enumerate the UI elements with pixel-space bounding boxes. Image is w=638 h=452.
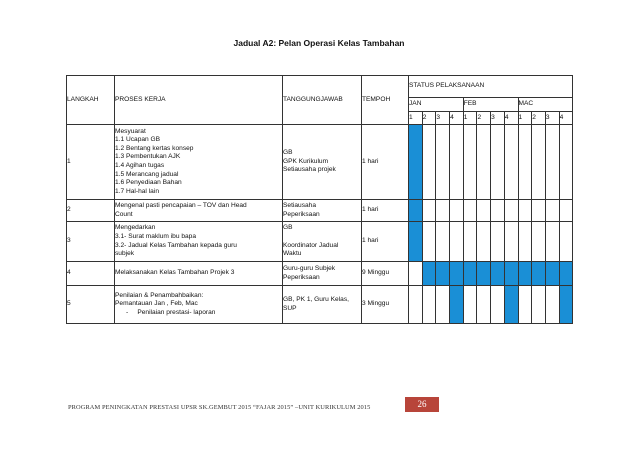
- week-cell: [450, 125, 464, 200]
- tanggungjawab-line: [283, 233, 361, 242]
- week-cell: [532, 222, 546, 262]
- week-cell: [463, 222, 477, 262]
- langkah-cell: 2: [67, 200, 115, 222]
- week-cell: [545, 125, 559, 200]
- week-cell: [504, 222, 518, 262]
- proses-line: Mengedarkan: [115, 224, 156, 232]
- tanggungjawab-line: Waktu: [283, 250, 302, 258]
- week-header-cell: 4: [450, 112, 464, 125]
- week-cell: [545, 222, 559, 262]
- week-cell: [559, 200, 573, 222]
- week-cell-active: [409, 125, 423, 200]
- proses-line: 1.4 Agihan tugas: [115, 162, 165, 169]
- week-cell-active: [504, 286, 518, 324]
- week-cell: [422, 125, 436, 200]
- tanggungjawab-line: Setiausaha projek: [283, 166, 336, 174]
- week-cell-active: [409, 222, 423, 262]
- tanggungjawab-line: Koordinator Jadual: [283, 241, 339, 249]
- table-row: [67, 200, 573, 222]
- week-cell: [477, 286, 491, 324]
- week-header-cell: 4: [559, 112, 573, 125]
- tanggungjawab-line: Guru-guru Subjek: [283, 264, 336, 272]
- table-title: Jadual A2: Pelan Operasi Kelas Tambahan: [233, 38, 405, 48]
- week-header-cell: 2: [422, 112, 436, 125]
- week-cell: [545, 200, 559, 222]
- tanggungjawab-line: GPK Kurikulum: [283, 157, 329, 165]
- week-cell: [409, 286, 423, 324]
- week-header-cell: 3: [436, 112, 450, 125]
- tanggungjawab-cell: [283, 125, 362, 200]
- week-cell: [463, 200, 477, 222]
- tanggungjawab-cell: [283, 262, 362, 286]
- week-cell-active: [504, 262, 518, 286]
- week-cell: [504, 125, 518, 200]
- week-cell: [491, 286, 505, 324]
- week-cell-active: [409, 200, 423, 222]
- month-feb: FEB: [463, 98, 518, 112]
- week-cell: [491, 222, 505, 262]
- proses-line: Mengenal pasti pencapaian – TOV dan Head: [115, 201, 247, 209]
- week-cell-active: [463, 262, 477, 286]
- proses-kerja-cell: [115, 125, 283, 200]
- proses-line: 1.5 Merancang jadual: [115, 170, 179, 178]
- week-header-cell: 1: [518, 112, 532, 125]
- week-header-cell: 4: [504, 112, 518, 125]
- footer-text: PROGRAM PENINGKATAN PRESTASI UPSR SK.GEMBUT 2015 “FAJAR 2015” –UNIT KURIKULUM 2015: [68, 404, 371, 411]
- proses-line: Mesyuarat: [115, 127, 146, 135]
- week-cell-active: [436, 262, 450, 286]
- operation-plan-table: [66, 75, 573, 324]
- tanggungjawab-line: Setiausaha: [283, 201, 316, 209]
- week-cell: [436, 125, 450, 200]
- proses-line: 3.1- Surat maklum ibu bapa: [115, 232, 196, 240]
- week-cell: [422, 200, 436, 222]
- header-status-pelaksanaan: STATUS PELAKSANAAN: [409, 76, 573, 98]
- week-header-cell: 3: [491, 112, 505, 125]
- week-header-cell: 2: [477, 112, 491, 125]
- tanggungjawab-cell: [283, 222, 362, 262]
- week-cell: [518, 222, 532, 262]
- proses-line: 1.2 Bentang kertas konsep: [115, 144, 194, 152]
- week-cell-active: [477, 262, 491, 286]
- proses-line: Count: [115, 210, 133, 218]
- tempoh-cell: 1 hari: [362, 125, 409, 200]
- header-proses-kerja: PROSES KERJA: [115, 76, 283, 125]
- week-header-cell: 1: [409, 112, 423, 125]
- header-tanggungjawab: TANGGUNGJAWAB: [283, 76, 362, 125]
- tanggungjawab-line: Peperiksaan: [283, 210, 320, 218]
- tempoh-cell: 1 hari: [362, 200, 409, 222]
- langkah-cell: 3: [67, 222, 115, 262]
- week-cell: [559, 125, 573, 200]
- week-cell-active: [559, 262, 573, 286]
- week-cell: [518, 200, 532, 222]
- week-cell: [436, 200, 450, 222]
- proses-kerja-cell: [115, 200, 283, 222]
- week-cell-active: [559, 286, 573, 324]
- week-cell-active: [491, 262, 505, 286]
- header-tempoh: TEMPOH: [362, 76, 409, 125]
- week-cell-active: [532, 262, 546, 286]
- week-cell: [545, 286, 559, 324]
- header-langkah: LANGKAH: [67, 76, 115, 125]
- tanggungjawab-line: Peperiksaan: [283, 273, 320, 281]
- tanggungjawab-line: GB: [283, 224, 293, 232]
- langkah-cell: 1: [67, 125, 115, 200]
- proses-line: Penilaian & Penambahbaikan:: [115, 291, 204, 299]
- tanggungjawab-line: SUP: [283, 304, 297, 312]
- proses-line: - Penilaian prestasi- laporan: [115, 308, 216, 316]
- week-cell-active: [518, 262, 532, 286]
- week-cell: [491, 200, 505, 222]
- proses-line: 3.2- Jadual Kelas Tambahan kepada guru: [115, 241, 237, 249]
- proses-kerja-cell: [115, 286, 283, 324]
- table-row: [67, 125, 573, 200]
- proses-line: 1.1 Ucapan GB: [115, 136, 161, 144]
- page-number: 26: [405, 397, 439, 412]
- tanggungjawab-line: GB, PK 1, Guru Kelas,: [283, 295, 349, 303]
- tanggungjawab-cell: [283, 200, 362, 222]
- week-cell: [491, 125, 505, 200]
- langkah-cell: 5: [67, 286, 115, 324]
- week-cell-active: [450, 262, 464, 286]
- week-cell-active: [422, 262, 436, 286]
- week-cell: [532, 286, 546, 324]
- week-cell: [436, 222, 450, 262]
- week-cell: [532, 125, 546, 200]
- week-cell: [518, 125, 532, 200]
- week-cell-active: [450, 286, 464, 324]
- proses-kerja-cell: [115, 222, 283, 262]
- week-cell: [477, 200, 491, 222]
- table-row: [67, 286, 573, 324]
- week-cell: [409, 262, 423, 286]
- week-cell: [559, 222, 573, 262]
- week-cell-active: [545, 262, 559, 286]
- week-cell: [450, 200, 464, 222]
- week-cell: [450, 222, 464, 262]
- proses-line: 1.7 Hal-hal lain: [115, 187, 159, 195]
- week-cell: [463, 125, 477, 200]
- month-mac: MAC: [518, 98, 573, 112]
- week-cell: [436, 286, 450, 324]
- langkah-cell: 4: [67, 262, 115, 286]
- proses-line: 1.6 Penyediaan Bahan: [115, 179, 182, 187]
- week-cell: [422, 286, 436, 324]
- tempoh-cell: 3 Minggu: [362, 286, 409, 324]
- week-cell: [532, 200, 546, 222]
- week-header-cell: 1: [463, 112, 477, 125]
- tempoh-cell: 1 hari: [362, 222, 409, 262]
- proses-line: Pemantauan Jan , Feb, Mac: [115, 300, 198, 308]
- proses-line: subjek: [115, 250, 135, 258]
- week-cell: [463, 286, 477, 324]
- week-cell: [518, 286, 532, 324]
- proses-line: Melaksanakan Kelas Tambahan Projek 3: [115, 269, 235, 277]
- proses-kerja-cell: [115, 262, 283, 286]
- tempoh-cell: 9 Minggu: [362, 262, 409, 286]
- week-cell: [504, 200, 518, 222]
- week-header-cell: 3: [545, 112, 559, 125]
- proses-line: 1.3 Pembentukan AJK: [115, 153, 181, 161]
- week-cell: [422, 222, 436, 262]
- table-row: [67, 222, 573, 262]
- week-header-cell: 2: [532, 112, 546, 125]
- week-cell: [477, 222, 491, 262]
- table-row: [67, 262, 573, 286]
- month-jan: JAN: [409, 98, 464, 112]
- tanggungjawab-cell: [283, 286, 362, 324]
- tanggungjawab-line: GB: [283, 149, 293, 157]
- week-cell: [477, 125, 491, 200]
